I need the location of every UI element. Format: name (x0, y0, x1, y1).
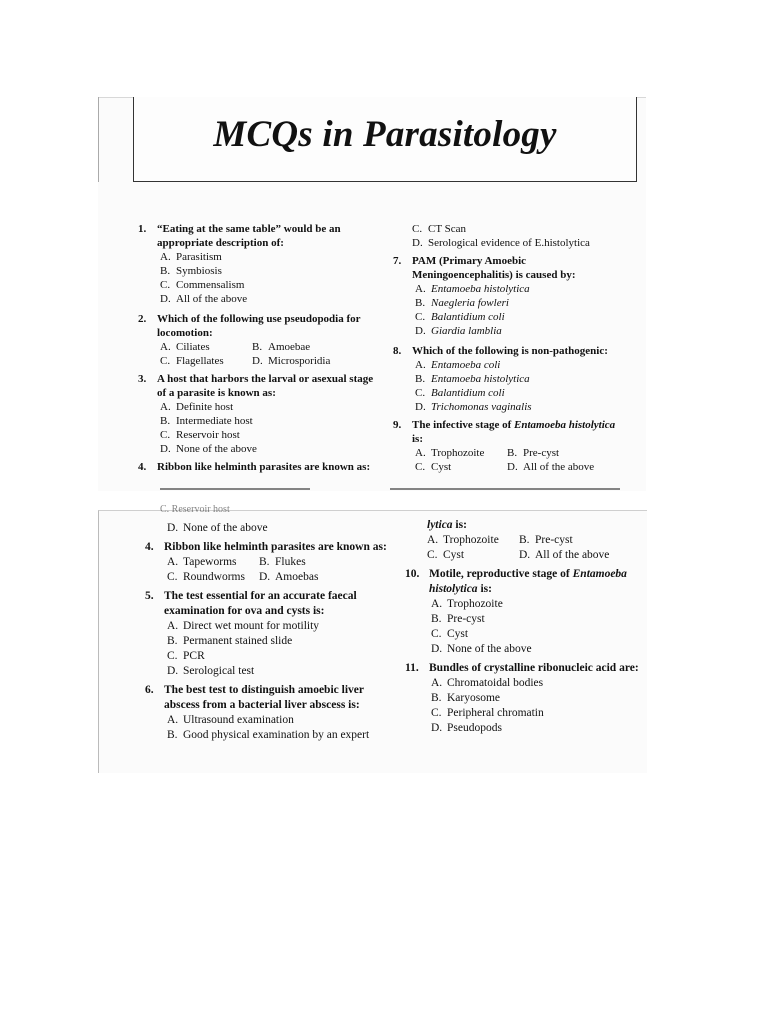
option-pair: A. Ciliates B. Amoebae (160, 341, 311, 353)
option-pair: A. Trophozoite B. Pre-cyst (415, 447, 560, 459)
bottom-left-column (145, 521, 395, 743)
title-box (133, 97, 637, 182)
option-pair: C. Cyst D. All of the above (427, 549, 610, 561)
question-3: 3. A host that harbors the larval or asexual stage of a parasite is known as: (138, 373, 374, 399)
option-pair: C. Flagellates D. Microsporidia (160, 355, 331, 367)
question-4-top: 4. Ribbon like helminth parasites are known as: (138, 461, 371, 473)
question-6: 6. The best test to distinguish amoebic liver abscess from a bacterial liver abscess is: (145, 684, 364, 711)
option: C. Commensalism (160, 279, 245, 291)
option: D. None of the above (167, 522, 268, 534)
option: D. All of the above (160, 293, 248, 305)
option: C. Cyst (431, 628, 469, 640)
question-8: 8. Which of the following is non-pathogenic: (393, 345, 608, 357)
question-9-continued: lytica is: (427, 519, 467, 531)
option: A. Ultrasound examination (167, 714, 294, 726)
scan-cut-artifact (390, 488, 620, 490)
option: A. Entamoeba coli (415, 359, 501, 371)
top-left-column (138, 222, 378, 474)
top-right-column (393, 222, 625, 474)
question-5: 5. The test essential for an accurate faecal examination for ova and cysts is: (145, 590, 357, 617)
option: B. Naegleria fowleri (415, 297, 509, 309)
option: B. Pre-cyst (431, 613, 485, 625)
option: C. CT Scan (412, 223, 466, 235)
question-7: 7. PAM (Primary Amoebic Meningoencephalitis) is caused by: (393, 255, 576, 281)
partial-cut-text: C. Reservoir host (160, 505, 230, 513)
option: A. Trophozoite (431, 598, 503, 610)
option: D. Serological test (167, 665, 255, 677)
question-11: 11. Bundles of crystalline ribonucleic acid are: (405, 662, 639, 674)
option: C. Balantidium coli (415, 311, 505, 323)
question-9: 9. The infective stage of Entamoeba histolytica is: (393, 419, 616, 445)
option: C. Peripheral chromatin (431, 707, 544, 719)
question-1: 1. “Eating at the same table” would be an appropriate description of: (138, 223, 341, 249)
option: D. Giardia lamblia (415, 325, 502, 337)
option-pair: A. Trophozoite B. Pre-cyst (427, 534, 573, 546)
option: B. Permanent stained slide (167, 635, 293, 647)
option: B. Good physical examination by an expert (167, 729, 370, 741)
page-edge-rule (98, 97, 99, 182)
option: D. Serological evidence of E.histolytica (412, 237, 590, 249)
option: B. Symbiosis (160, 265, 222, 277)
option: A. Parasitism (160, 251, 222, 263)
page-title: MCQs in Parasitology (213, 114, 557, 155)
option: A. Entamoeba histolytica (415, 283, 530, 295)
option-pair: C. Cyst D. All of the above (415, 461, 595, 473)
scan-cut-artifact (160, 488, 310, 490)
option-pair: A. Tapeworms B. Flukes (167, 556, 306, 568)
option: D. Trichomonas vaginalis (415, 401, 532, 413)
option: B. Karyosome (431, 692, 501, 704)
option: C. Reservoir host (160, 429, 240, 441)
bottom-right-column (405, 518, 640, 736)
option: A. Chromatoidal bodies (431, 677, 544, 689)
option: A. Direct wet mount for motility (167, 620, 320, 632)
option: D. Pseudopods (431, 722, 502, 734)
option: C. Balantidium coli (415, 387, 505, 399)
question-2: 2. Which of the following use pseudopodia for locomotion: (138, 313, 361, 339)
option: C. PCR (167, 650, 205, 662)
question-10: 10. Motile, reproductive stage of Entamoeba histolytica is: (405, 568, 627, 595)
option-pair: C. Roundworms D. Amoebas (167, 571, 319, 583)
option: B. Entamoeba histolytica (415, 373, 530, 385)
option: D. None of the above (160, 443, 257, 455)
option: B. Intermediate host (160, 415, 253, 427)
option: A. Definite host (160, 401, 234, 413)
option: D. None of the above (431, 643, 532, 655)
question-4: 4. Ribbon like helminth parasites are known as: (145, 541, 387, 553)
